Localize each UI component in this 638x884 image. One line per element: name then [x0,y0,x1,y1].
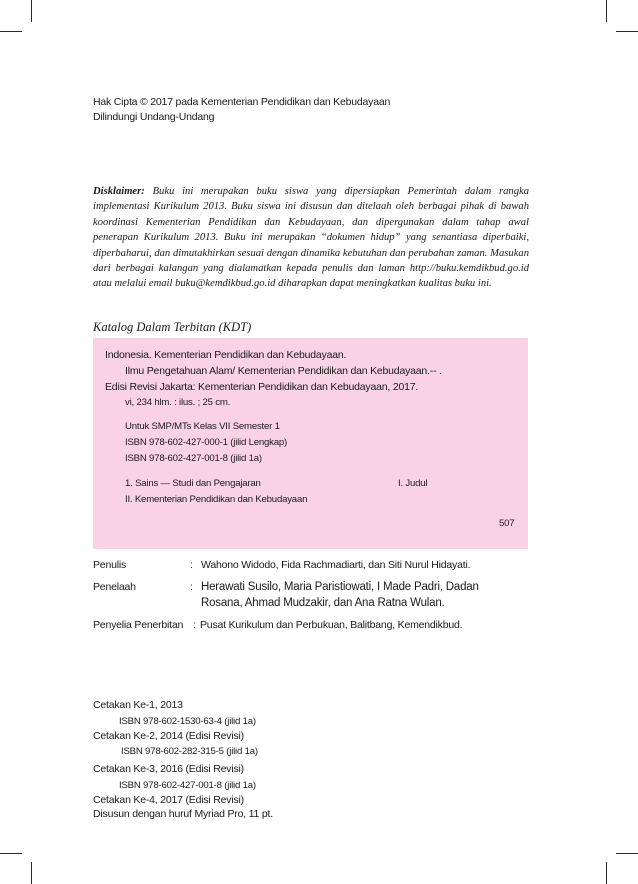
penelaah-colon: : [190,581,193,593]
kdt-author: Indonesia. Kementerian Pendidikan dan Kebudayaan. [105,349,347,361]
kdt-audience: Untuk SMP/MTs Kelas VII Semester 1 [125,421,280,432]
kdt-added-entry: II. Kementerian Pendidikan dan Kebudayaan [125,494,308,505]
crop-mark [31,862,32,884]
protection-line: Dilindungi Undang-Undang [93,111,215,123]
kdt-edition: Edisi Revisi Jakarta: Kementerian Pendidikan dan Kebudayaan, 2017. [105,381,419,393]
crop-mark [0,853,22,854]
kdt-isbn-complete: ISBN 978-602-427-000-1 (jilid Lengkap) [125,437,287,448]
credit-penyelia [93,618,533,634]
penulis-value: Wahono Widodo, Fida Rachmadiarti, dan Siti Nurul Hidayati. [201,559,471,571]
penyelia-colon: : [193,619,196,631]
kdt-isbn-volume: ISBN 978-602-427-001-8 (jilid 1a) [125,453,262,464]
penulis-colon: : [190,559,193,571]
edition-2: Cetakan Ke-2, 2014 (Edisi Revisi) [93,730,244,742]
credit-penulis [93,558,533,574]
crop-mark [31,0,32,22]
font-note: Disusun dengan huruf Myriad Pro, 11 pt. [93,808,273,820]
crop-mark [616,31,638,32]
penelaah-label: Penelaah [93,581,136,593]
kdt-subject: 1. Sains — Studi dan Pengajaran [125,478,261,489]
penelaah-value-line2: Rosana, Ahmad Mudzakir, dan Ana Ratna Wulan. [201,597,445,609]
disclaimer [93,184,529,292]
crop-mark [606,0,607,22]
crop-mark [606,862,607,884]
credit-penelaah [93,580,533,612]
crop-mark [0,31,22,32]
edition-3-isbn: ISBN 978-602-427-001-8 (jilid 1a) [119,780,256,791]
crop-mark [616,853,638,854]
kdt-title: Katalog Dalam Terbitan (KDT) [93,320,252,334]
copyright-line: Hak Cipta © 2017 pada Kementerian Pendidikan dan Kebudayaan [93,96,391,108]
edition-2-isbn: ISBN 978-602-282-315-5 (jilid 1a) [121,746,258,757]
penyelia-label: Penyelia Penerbitan [93,619,184,631]
kdt-box [93,338,528,549]
edition-3: Cetakan Ke-3, 2016 (Edisi Revisi) [93,763,244,775]
copyright-block [93,95,390,125]
kdt-physical: vi, 234 hlm. : ilus. ; 25 cm. [125,397,231,408]
penulis-label: Penulis [93,559,127,571]
edition-1: Cetakan Ke-1, 2013 [93,699,183,711]
penyelia-value: Pusat Kurikulum dan Perbukuan, Balitbang, Kemendikbud. [200,619,463,631]
kdt-classification: 507 [499,518,515,529]
edition-1-isbn: ISBN 978-602-1530-63-4 (jilid 1a) [119,716,256,727]
disclaimer-text: Buku ini merupakan buku siswa yang dipersiapkan Pemerintah dalam rangka implementasi Kurikulum 2013. Buku siswa ini disusun dan ditelaah oleh berbagai pihak di bawah koordinasi Kementerian Pendidikan dan Kebudayaan, dan dipergunakan dalam tahap awal penerapan Kurikulum 2013. Buku ini merupakan “dokumen hidup” yang senantiasa diperbaiki, diperbaharui, dan dimutakhirkan sesuai dengan dinamika kebutuhan dan perubahan zaman. Masukan dari berbagai kalangan yang dialamatkan kepada penulis dan laman http://buku.kemdikbud.go.id atau melalui email buku@kemdikbud.go.id diharapkan dapat meningkatkan kualitas buku ini. [93,186,529,290]
kdt-book-title: Ilmu Pengetahuan Alam/ Kementerian Pendidikan dan Kebudayaan.-- . [125,365,442,377]
kdt-judul: I. Judul [398,478,428,489]
edition-4: Cetakan Ke-4, 2017 (Edisi Revisi) [93,794,244,806]
disclaimer-label: Disklaimer: [93,186,145,197]
penelaah-value-line1: Herawati Susilo, Maria Paristiowati, I Made Padri, Dadan [201,581,479,593]
